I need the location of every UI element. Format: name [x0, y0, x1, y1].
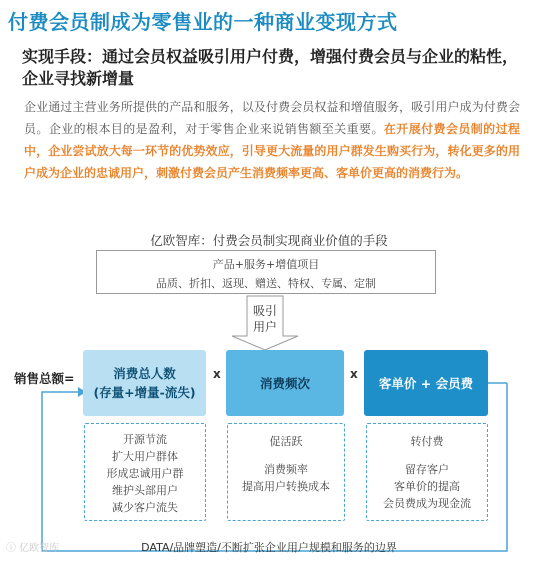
detail-item: 消费频率	[264, 463, 308, 476]
detail-item: 留存客户	[405, 463, 449, 476]
page-title: 付费会员制成为零售业的一种商业变现方式	[8, 10, 398, 34]
avg-order-fee-box	[364, 350, 488, 416]
body-normal-text: 企业通过主营业务所提供的产品和服务，以及付费会员权益和增值服务，吸引用户成为付费会员。企业的根本目的是盈利，对于零售企业来说销售额至关重要。	[24, 100, 520, 136]
purchase-frequency-title: 消费频次	[259, 375, 310, 391]
detail-item: 促活跃	[269, 435, 303, 448]
multiply-sign-2: x	[350, 367, 358, 381]
attract-users-label	[240, 303, 290, 335]
detail-item: 减少客户流失	[112, 501, 178, 514]
purchase-frequency-box	[226, 350, 344, 416]
total-consumers-box	[83, 350, 206, 416]
frequency-detail-box	[227, 423, 345, 521]
detail-item: 维护头部用户	[112, 484, 178, 497]
diagram-title: 亿欧智库：付费会员制实现商业价值的手段	[150, 233, 388, 248]
detail-item: 扩大用户群体	[112, 450, 178, 463]
consumers-detail-box	[84, 423, 206, 521]
multiply-sign-1: x	[213, 367, 221, 381]
detail-item: 形成忠诚用户群	[106, 467, 184, 480]
offer-line-1: 产品+服务+增值项目	[212, 258, 320, 271]
loop-caption: DATA/品牌塑造/不断扩张企业用户规模和服务的边界	[141, 541, 397, 554]
attract-label-line-2: 用户	[252, 320, 277, 334]
watermark: ⓘ 亿欧智库	[6, 543, 60, 554]
detail-item: 会员费成为现金流	[383, 497, 471, 510]
order-fee-detail-box	[366, 423, 488, 521]
detail-item: 提高用户转换成本	[242, 480, 330, 493]
sales-total-label: 销售总额=	[14, 371, 75, 386]
detail-item: 转付费	[410, 435, 444, 448]
avg-order-fee-title: 客单价 + 会员费	[378, 375, 474, 391]
subtitle: 实现手段：通过会员权益吸引用户付费，增强付费会员与企业的粘性，企业寻找新增量	[22, 47, 519, 88]
attract-label-line-1: 吸引	[252, 304, 277, 318]
offer-line-2: 品质、折扣、返现、赠送、特权、专属、定制	[156, 277, 376, 290]
detail-item: 开源节流	[123, 433, 167, 446]
body-highlight-text: 在开展付费会员制的过程中，企业尝试放大每一环节的优势效应，引导更大流量的用户群发生购买行为，转化更多的用户成为企业的忠诚用户，刺激付费会员产生消费频率更高、客单价更高的消费行为。	[24, 122, 520, 180]
detail-item: 客单价的提高	[394, 480, 460, 493]
total-consumers-title: 消费总人数	[113, 366, 176, 381]
total-consumers-formula: (存量+增量-流失)	[93, 385, 196, 400]
